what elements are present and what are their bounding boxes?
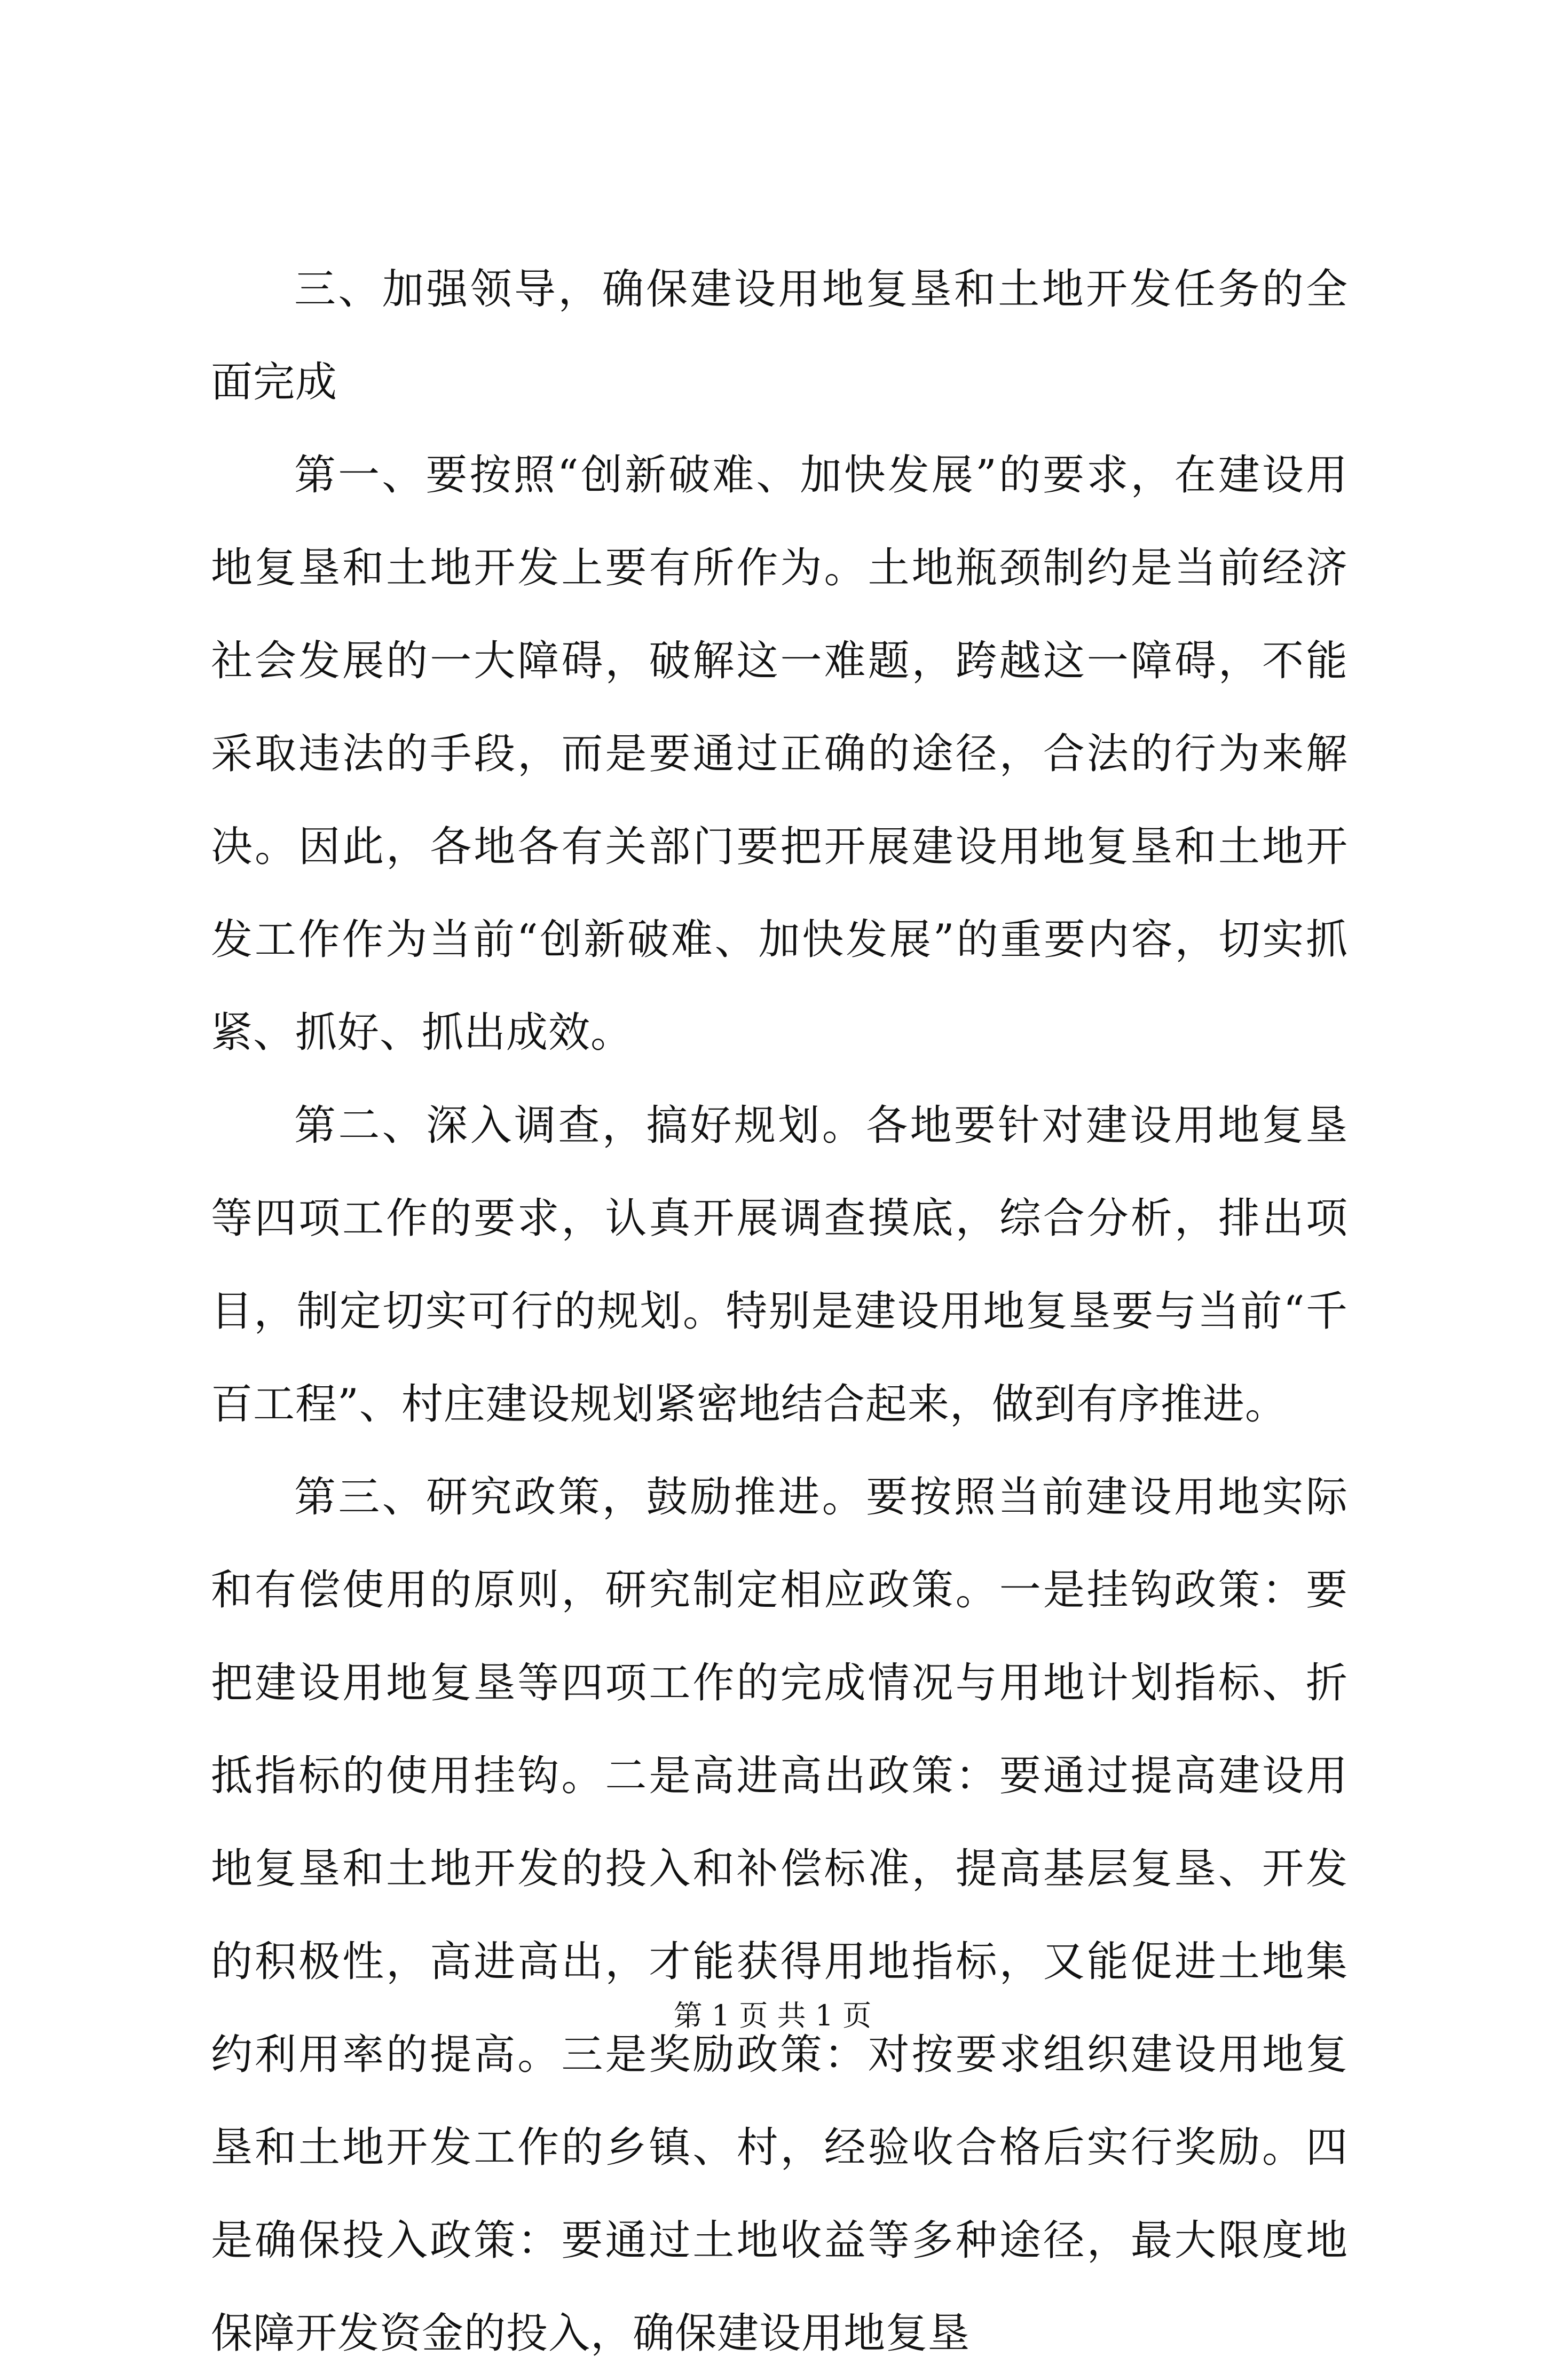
paragraph-first-point: 第一、要按照“创新破难、加快发展”的要求，在建设用地复垦和土地开发上要有所作为。土地瓶颈制约是当前经济社会发展的一大障碍，破解这一难题，跨越这一障碍，不能采取违法的手段，而是要通过正确的途径，合法的行为来解决。因此，各地各有关部门要把开展建设用地复垦和土地开发工作作为当前“创新破难、加快发展”的重要内容，切实抓紧、抓好、抓出成效。	[211, 451, 1348, 1057]
page-footer: 第 1 页 共 1 页	[673, 1999, 872, 2032]
paragraph-heading-section-three: 三、加强领导，确保建设用地复垦和土地开发任务的全面完成	[211, 265, 1348, 406]
paragraph-third-point: 第三、研究政策，鼓励推进。要按照当前建设用地实际和有偿使用的原则，研究制定相应政策。一是挂钩政策：要把建设用地复垦等四项工作的完成情况与用地计划指标、折抵指标的使用挂钩。二是高进高出政策：要通过提高建设用地复垦和土地开发的投入和补偿标准，提高基层复垦、开发的积极性，高进高出，才能获得用地指标，又能促进土地集约利用率的提高。三是奖励政策：对按要求组织建设用地复垦和土地开发工作的乡镇、村，经验收合格后实行奖励。四是确保投入政策：要通过土地收益等多种途径，最大限度地保障开发资金的投入，确保建设用地复垦	[211, 1473, 1348, 2358]
document-body	[211, 243, 1348, 2380]
paragraph-second-point: 第二、深入调查，搞好规划。各地要针对建设用地复垦等四项工作的要求，认真开展调查摸底，综合分析，排出项目，制定切实可行的规划。特别是建设用地复垦要与当前“千百工程”、村庄建设规划紧密地结合起来，做到有序推进。	[211, 1102, 1348, 1428]
